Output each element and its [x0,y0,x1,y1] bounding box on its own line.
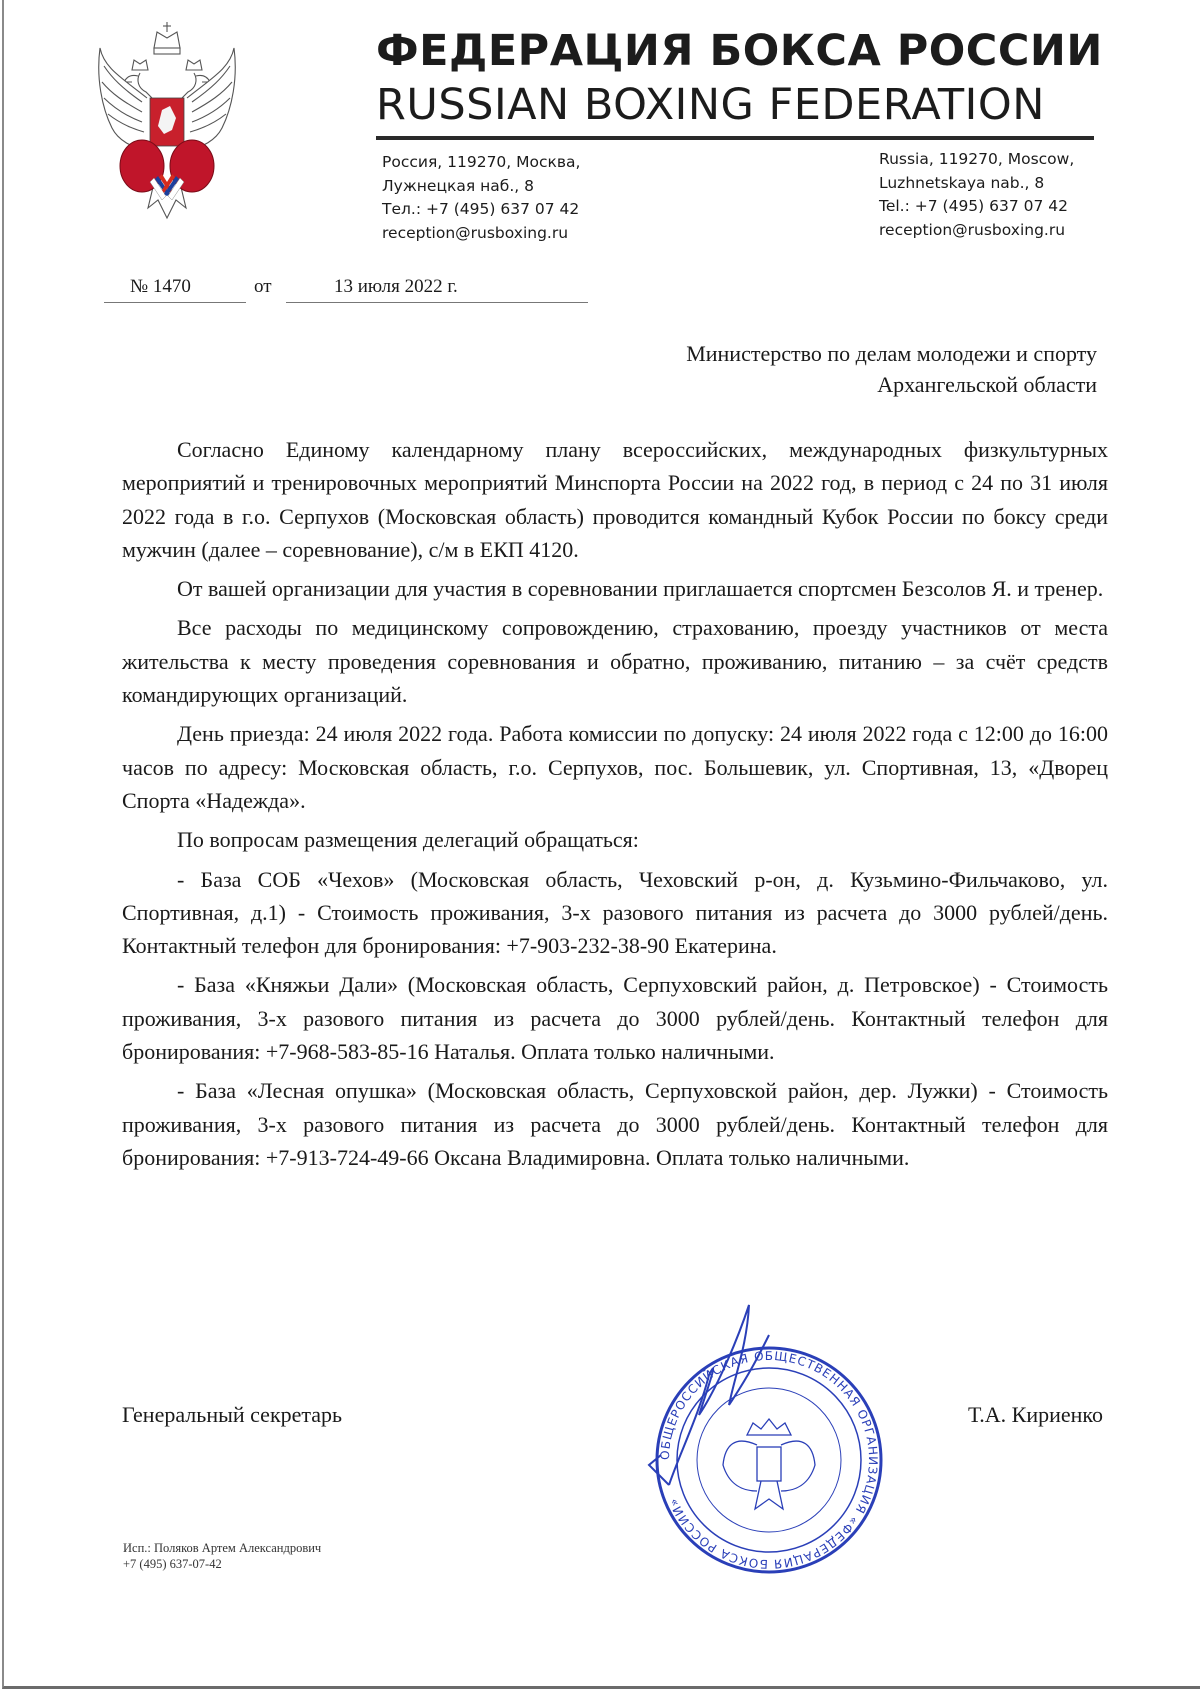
address-en [879,148,1074,242]
address-ru-line: Россия, 119270, Москва, [382,153,581,171]
address-en-line: Russia, 119270, Moscow, [879,150,1075,168]
body-paragraph: От вашей организации для участия в соревновании приглашается спортсмен Безсолов Я. и тренер. [177,576,1104,602]
accommodation-item: - База «Лесная опушка» (Московская область, Серпуховской район, дер. Лужки) - Стоимость проживания, 3-х разового питания из расчета до 3000 рублей/день. Контактный телефон для бронирования: +7-913-724-49-66 Оксана Владимировна. Оплата только наличными. [122,1078,1108,1170]
stamp-text: ОБЩЕРОССИЙСКАЯ ОБЩЕСТВЕННАЯ ОРГАНИЗАЦИЯ «ФЕДЕРАЦИЯ БОКСА РОССИИ» [657,1348,881,1572]
addressee [686,338,1097,400]
registration-from-label: от [254,276,272,297]
executor-name: Исп.: Поляков Артем Александрович [123,1541,322,1555]
address-ru-email: reception@rusboxing.ru [382,223,569,242]
registration-number: № 1470 [130,276,191,297]
federation-emblem-icon [92,18,242,233]
accommodation-item: - База СОБ «Чехов» (Московская область, Чеховский р-он, д. Кузьмино-Фильчаково, ул. Спортивная, д.1) - Стоимость проживания, 3-х разового питания из расчета до 3000 рублей/день. Контактный телефон для бронирования: +7-903-232-38-90 Екатерина. [122,866,1108,959]
body-paragraph: Согласно Единому календарному плану всероссийских, международных физкультурных мероприятий и тренировочных мероприятий Минспорта России на 2022 год, в период с 24 по 31 июля 2022 года в г.о. Серпухов (Московская область) проводится командный Кубок России по боксу среди мужчин (далее – соревнование), с/м в ЕКП 4120. [122,437,1108,562]
addressee-line: Министерство по делам молодежи и спорту [686,341,1097,366]
executor-phone: +7 (495) 637-07-42 [123,1557,222,1571]
header-divider [376,136,1094,140]
address-ru-line: Лужнецкая наб., 8 [382,176,534,195]
address-ru [382,151,580,245]
body-paragraph: День приезда: 24 июля 2022 года. Работа комиссии по допуску: 24 июля 2022 года с 12:00 до 16:00 часов по адресу: Московская область, г.о. Серпухов, пос. Большевик, ул. Спортивная, 13, «Дворец Спорта «Надежда». [122,721,1108,813]
address-ru-phone: Тел.: +7 (495) 637 07 42 [382,200,580,218]
body-paragraph: По вопросам размещения делегаций обращаться: [177,827,639,853]
org-name-ru: ФЕДЕРАЦИЯ БОКСА РОССИИ [376,26,1103,76]
registration-date: 13 июля 2022 г. [334,276,458,297]
address-en-email: reception@rusboxing.ru [879,220,1066,239]
body-paragraph: Все расходы по медицинскому сопровождению, страхованию, проезду участников от места жительства к месту проведения соревнования и обратно, проживанию, питанию – за счёт средств командирующих организаций. [122,615,1108,708]
letter-page [2,0,1200,1689]
executor-info [123,1540,321,1572]
letter-body [122,433,1108,1174]
addressee-line: Архангельской области [877,372,1097,397]
accommodation-item: - База «Княжьи Дали» (Московская область, Серпуховский район, д. Петровское) - Стоимость проживания, 3-х разового питания из расчета до 3000 рублей/день. Контактный телефон для бронирования: +7-968-583-85-16 Наталья. Оплата только наличными. [122,972,1108,1065]
registration-date-underline [286,302,588,303]
svg-text:ОБЩЕРОССИЙСКАЯ ОБЩЕСТВЕННАЯ ОР [658,1349,880,1571]
org-name-en: RUSSIAN BOXING FEDERATION [376,80,1045,130]
signatory-name: Т.А. Кириенко [968,1402,1103,1427]
seal-stamp-icon [639,1295,899,1595]
registration-number-underline [104,302,246,303]
signatory-title: Генеральный секретарь [122,1402,343,1427]
address-en-line: Luzhnetskaya nab., 8 [879,173,1045,192]
address-en-phone: Tel.: +7 (495) 637 07 42 [879,197,1069,215]
